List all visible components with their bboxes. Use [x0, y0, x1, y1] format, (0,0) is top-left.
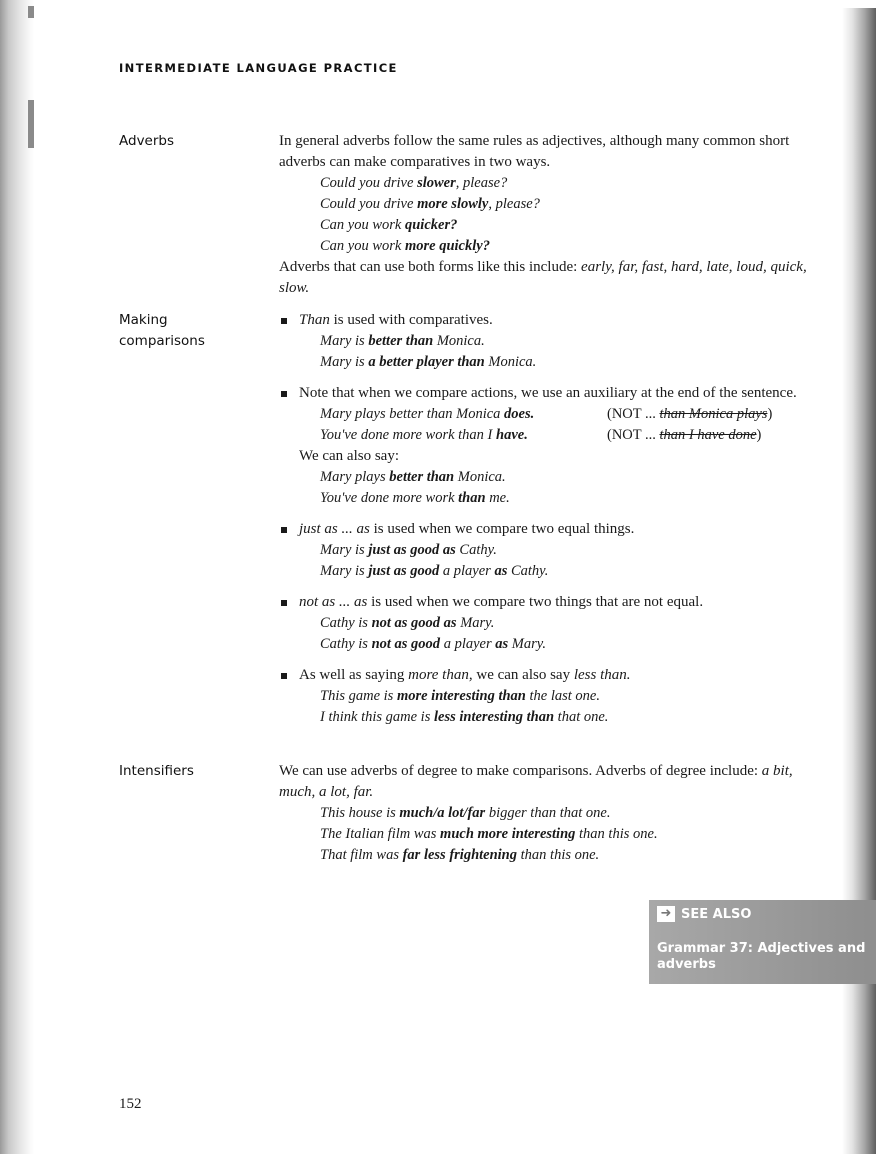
- example-sentence: Mary plays better than Monica does. (NOT ... than Monica plays): [320, 406, 773, 422]
- example-sentence: I think this game is less interesting than that one.: [320, 709, 609, 725]
- example-sentence: That film was far less frightening than this one.: [320, 847, 600, 863]
- example-sentence: You've done more work than I have. (NOT ... than I have done): [320, 427, 762, 443]
- bullet-just-as: just as ... as is used when we compare two equal things. Mary is just as good as Cathy. Mary is just as good a player as Cathy.: [279, 519, 827, 582]
- spine-mark: [28, 6, 34, 18]
- example-sentence: This house is much/a lot/far bigger than that one.: [320, 805, 611, 821]
- book-spine-shadow-left: [0, 0, 34, 1154]
- bullet-auxiliary: Note that when we compare actions, we use an auxiliary at the end of the sentence. Mary plays better than Monica does. (NOT ... than Monica plays) You've done more work than I have. (NOT ... than I have done) We can also say: Mary plays better than Monica. You've done more work than me.: [279, 383, 827, 509]
- page-number: 152: [119, 1096, 142, 1112]
- running-header: INTERMEDIATE LANGUAGE PRACTICE: [119, 61, 398, 75]
- example-sentence: Mary is just as good a player as Cathy.: [320, 563, 549, 579]
- strikethrough-text: than Monica plays: [659, 406, 768, 422]
- intensifiers-intro: We can use adverbs of degree to make comparisons. Adverbs of degree include: a bit, much, a lot, far.: [279, 763, 793, 800]
- bullet-not-as: not as ... as is used when we compare two things that are not equal. Cathy is not as good as Mary. Cathy is not as good a player as Mary.: [279, 592, 827, 655]
- example-sentence: Can you work quicker?: [320, 217, 458, 233]
- spine-mark: [28, 100, 34, 148]
- see-also-box: [649, 900, 876, 984]
- example-sentence: Mary is just as good as Cathy.: [320, 542, 497, 558]
- section-making-comparisons: [279, 310, 827, 728]
- bullet-less-than: As well as saying more than, we can also say less than. This game is more interesting than the last one. I think this game is less interesting than that one.: [279, 665, 827, 728]
- bullet-than: Than is used with comparatives. Mary is better than Monica. Mary is a better player than Monica.: [279, 310, 827, 373]
- example-sentence: Could you drive slower, please?: [320, 175, 508, 191]
- example-sentence: Could you drive more slowly, please?: [320, 196, 540, 212]
- strikethrough-text: than I have done: [659, 427, 757, 443]
- example-sentence: Mary is a better player than Monica.: [320, 354, 537, 370]
- example-sentence: Mary is better than Monica.: [320, 333, 485, 349]
- example-sentence: Cathy is not as good as Mary.: [320, 615, 495, 631]
- adverbs-both-forms: Adverbs that can use both forms like this include: early, far, fast, hard, late, loud, quick, slow.: [279, 259, 807, 296]
- example-sentence: Cathy is not as good a player as Mary.: [320, 636, 546, 652]
- section-intensifiers: [279, 761, 827, 866]
- example-sentence: You've done more work than me.: [320, 490, 510, 506]
- adverbs-intro: In general adverbs follow the same rules as adjectives, although many common short adverbs can make comparatives in two ways.: [279, 133, 790, 170]
- section-label-intensifiers: Intensifiers: [119, 763, 194, 779]
- example-sentence: Can you work more quickly?: [320, 238, 490, 254]
- see-also-link[interactable]: Grammar 37: Adjectives and adverbs: [657, 941, 866, 972]
- see-also-heading: ➜ SEE ALSO: [657, 906, 751, 922]
- section-adverbs: [279, 131, 827, 299]
- example-sentence: Mary plays better than Monica.: [320, 469, 506, 485]
- arrow-right-icon: ➜: [657, 906, 675, 922]
- example-sentence: This game is more interesting than the last one.: [320, 688, 600, 704]
- section-label-making-comparisons: Making comparisons: [119, 312, 205, 349]
- example-sentence: The Italian film was much more interesting than this one.: [320, 826, 658, 842]
- section-label-adverbs: Adverbs: [119, 133, 175, 149]
